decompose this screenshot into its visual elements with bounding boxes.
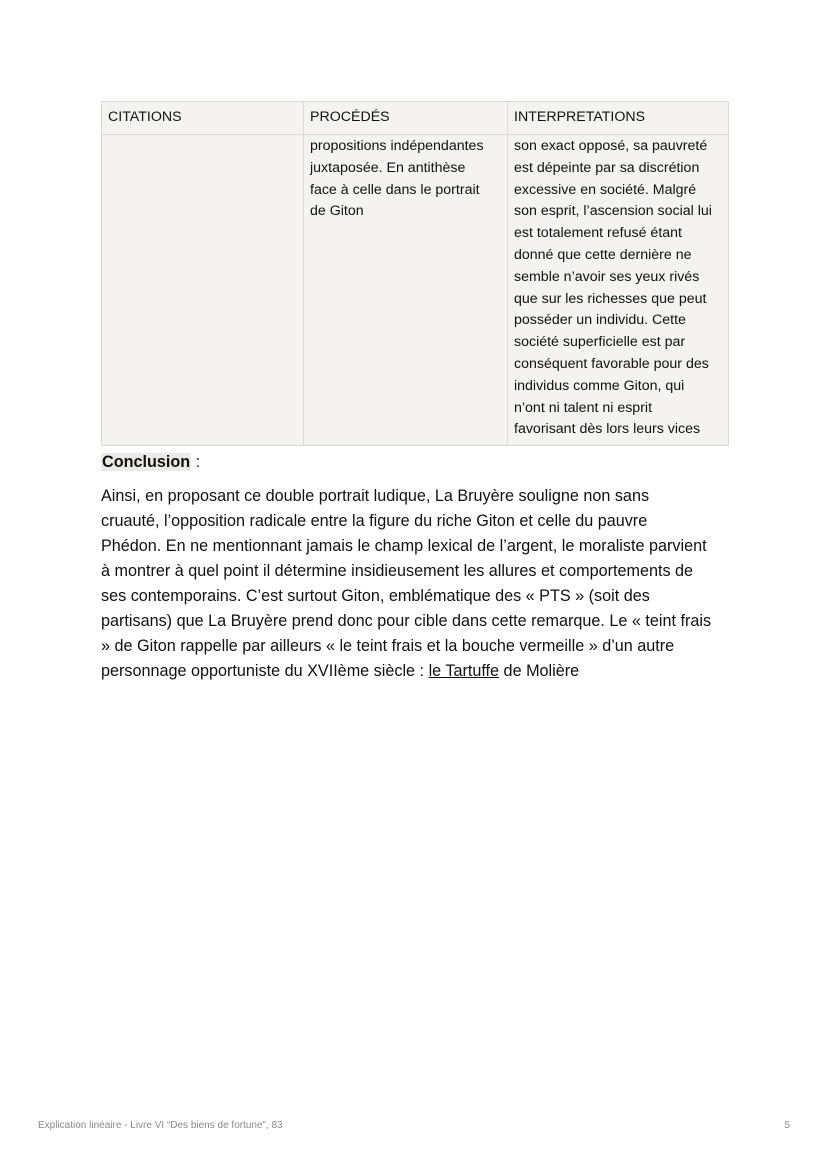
- interpretation-line: individus comme Giton, qui: [514, 377, 685, 394]
- interpretation-line: donné que cette dernière ne: [514, 246, 692, 263]
- interpretation-line: semble n’avoir ses yeux rivés: [514, 268, 700, 285]
- table-header-row: [102, 102, 729, 135]
- paragraph-last-line: [101, 659, 741, 684]
- page-number: 5: [784, 1120, 790, 1131]
- cell-procedes: [304, 135, 508, 446]
- cell-interpretations: [508, 135, 729, 446]
- footer-title: Explication linéaire - Livre VI “Des biens de fortune”, 83: [38, 1120, 283, 1131]
- interpretation-line: favorisant dès lors leurs vices: [514, 421, 701, 438]
- header-procedes: PROCÉDÉS: [304, 102, 508, 135]
- interpretation-line: son exact opposé, sa pauvreté: [514, 138, 708, 154]
- paragraph-line: à montrer à quel point il détermine insidieusement les allures et comportements de: [101, 562, 694, 580]
- paragraph-line: Phédon. En ne mentionnant jamais le champ lexical de l’argent, le moraliste parvient: [101, 537, 707, 555]
- interpretation-line: n’ont ni talent ni esprit: [514, 399, 653, 416]
- interpretation-line: son esprit, l’ascension social lui: [514, 203, 712, 220]
- paragraph-line: Ainsi, en proposant ce double portrait ludique, La Bruyère souligne non sans: [101, 487, 650, 505]
- interpretation-line: excessive en société. Malgré: [514, 181, 697, 198]
- conclusion-heading: [101, 451, 200, 473]
- procedes-line: de Giton: [310, 203, 364, 220]
- procedes-line: face à celle dans le portrait: [310, 181, 480, 198]
- paragraph-line: partisans) que La Bruyère prend donc pour cible dans cette remarque. Le « teint frais: [101, 612, 712, 630]
- last-line-suffix: de Molière: [499, 662, 580, 680]
- tartuffe-link[interactable]: le Tartuffe: [428, 662, 500, 680]
- procedes-line: propositions indépendantes: [310, 138, 484, 154]
- last-line-prefix: personnage opportuniste du XVIIème siècle :: [101, 662, 429, 680]
- analysis-table: [101, 101, 729, 446]
- conclusion-heading-label: Conclusion: [102, 453, 191, 471]
- table-row: [102, 135, 729, 446]
- paragraph-line: cruauté, l’opposition radicale entre la figure du riche Giton et celle du pauvre: [101, 512, 648, 530]
- interpretation-line: est totalement refusé étant: [514, 225, 682, 242]
- interpretation-line: que sur les richesses que peut: [514, 290, 707, 307]
- interpretation-line: posséder un individu. Cette: [514, 312, 686, 329]
- cell-citations: [102, 135, 304, 446]
- paragraph-line: » de Giton rappelle par ailleurs « le teint frais et la bouche vermeille » d’un autre: [101, 637, 675, 655]
- interpretation-line: conséquent favorable pour des: [514, 355, 709, 372]
- conclusion-heading-colon: :: [191, 453, 201, 471]
- paragraph-line: ses contemporains. C’est surtout Giton, emblématique des « PTS » (soit des: [101, 587, 650, 605]
- header-interpretations: INTERPRETATIONS: [508, 102, 729, 135]
- header-citations: CITATIONS: [102, 102, 304, 135]
- conclusion-paragraph: [101, 484, 741, 684]
- interpretation-line: société superficielle est par: [514, 334, 686, 351]
- interpretation-line: est dépeinte par sa discrétion: [514, 159, 700, 176]
- procedes-line: juxtaposée. En antithèse: [310, 159, 466, 176]
